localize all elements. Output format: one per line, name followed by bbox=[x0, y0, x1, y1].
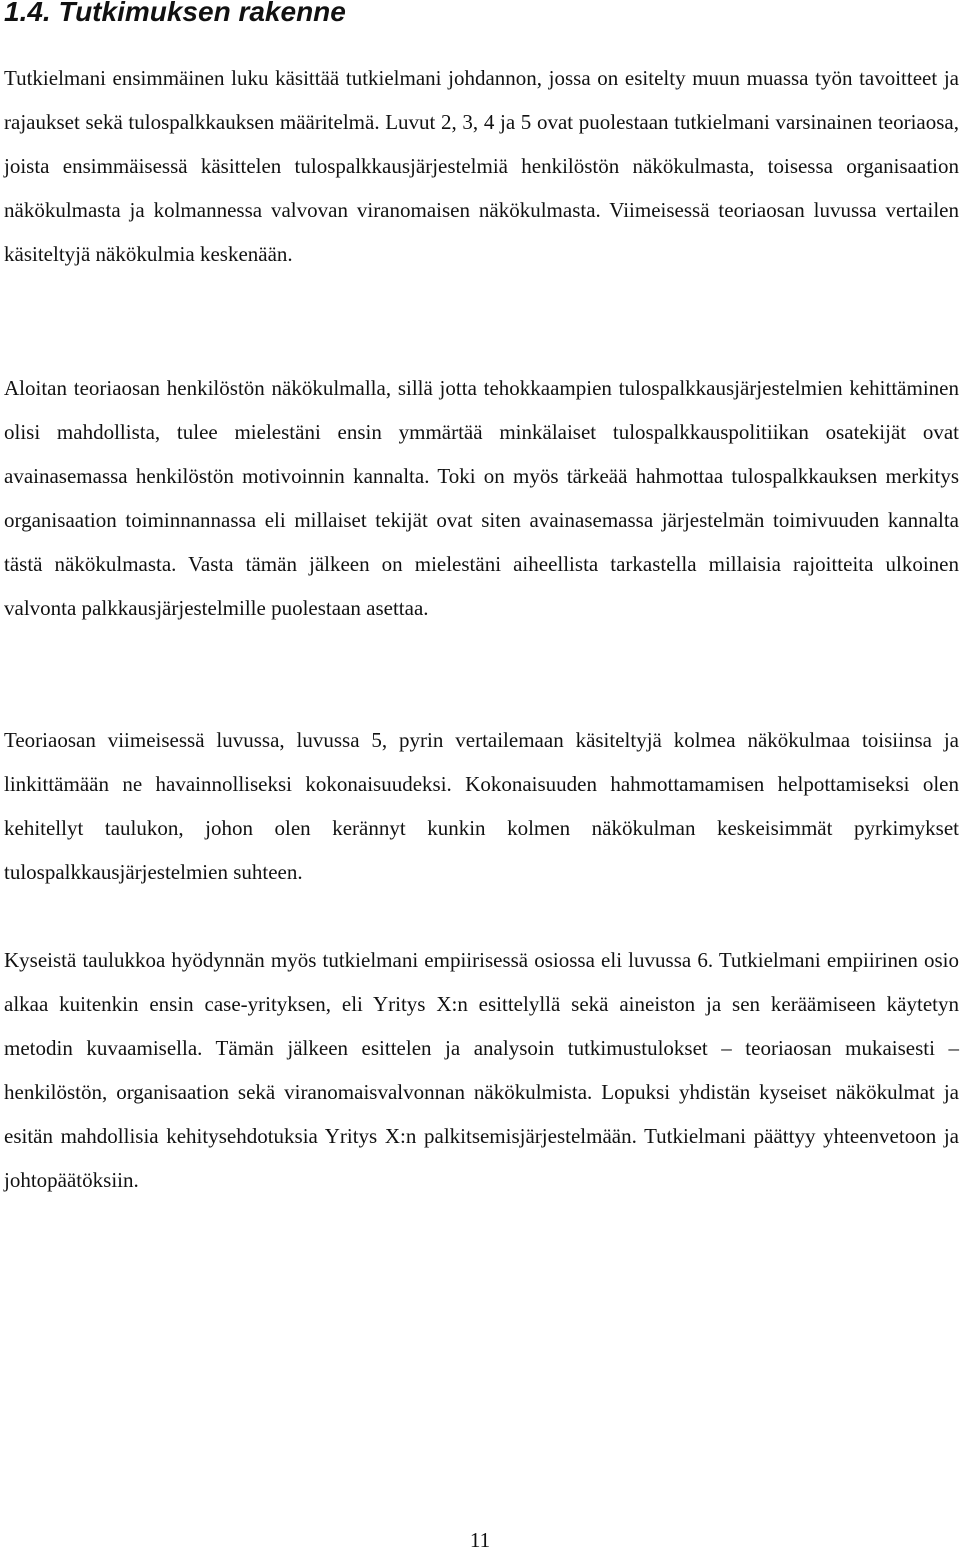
body-paragraph-1: Tutkielmani ensimmäinen luku käsittää tutkielmani johdannon, jossa on esitelty muun muassa työn tavoitteet ja rajaukset sekä tulospalkkauksen määritelmä. Luvut 2, 3, 4 ja 5 ovat puolestaan tutkielmani varsinainen teoriaosa, joista ensimmäisessä käsittelen tulospalkkausjärjestelmiä henkilöstön näkökulmasta, toisessa organisaation näkökulmasta ja kolmannessa valvovan viranomaisen näkökulmasta. Viimeisessä teoriaosan luvussa vertailen käsiteltyjä näkökulmia keskenään. bbox=[4, 66, 959, 266]
body-paragraph-4: Kyseistä taulukkoa hyödynnän myös tutkielmani empiirisessä osiossa eli luvussa 6. Tutkielmani empiirinen osio alkaa kuitenkin ensin case-yrityksen, eli Yritys X:n esittelyllä sekä aineiston ja sen keräämiseen käytetyn metodin kuvaamisella. Tämän jälkeen esittelen ja analysoin tutkimustulokset – teoriaosan mukaisesti – henkilöstön, organisaation sekä viranomaisvalvonnan näkökulmista. Lopuksi yhdistän kyseiset näkökulmat ja esitän mahdollisia kehitysehdotuksia Yritys X:n palkitsemisjärjestelmään. Tutkielmani päättyy yhteenvetoon ja johtopäätöksiin. bbox=[4, 948, 959, 1192]
section-heading: 1.4. Tutkimuksen rakenne bbox=[4, 0, 346, 27]
body-paragraph-3: Teoriaosan viimeisessä luvussa, luvussa 5, pyrin vertailemaan käsiteltyjä kolmea näkökulmaa toisiinsa ja linkittämään ne havainnolliseksi kokonaisuudeksi. Kokonaisuuden hahmottamamisen helpottamiseksi olen kehitellyt taulukon, johon olen kerännyt kunkin kolmen näkökulman keskeisimmät pyrkimykset tulospalkkausjärjestelmien suhteen. bbox=[4, 728, 959, 884]
page-number: 11 bbox=[469, 1528, 491, 1552]
body-paragraph-2: Aloitan teoriaosan henkilöstön näkökulmalla, sillä jotta tehokkaampien tulospalkkausjärjestelmien kehittäminen olisi mahdollista, tulee mielestäni ensin ymmärtää minkälaiset tulospalkkauspolitiikan osatekijät ovat avainasemassa henkilöstön motivoinnin kannalta. Toki on myös tärkeää hahmottaa tulospalkkauksen merkitys organisaation toiminnannassa eli millaiset tekijät ovat siten avainasemassa järjestelmän toimivuuden kannalta tästä näkökulmasta. Vasta tämän jälkeen on mielestäni aiheellista tarkastella millaisia rajoitteita ulkoinen valvonta palkkausjärjestelmille puolestaan asettaa. bbox=[4, 376, 959, 620]
